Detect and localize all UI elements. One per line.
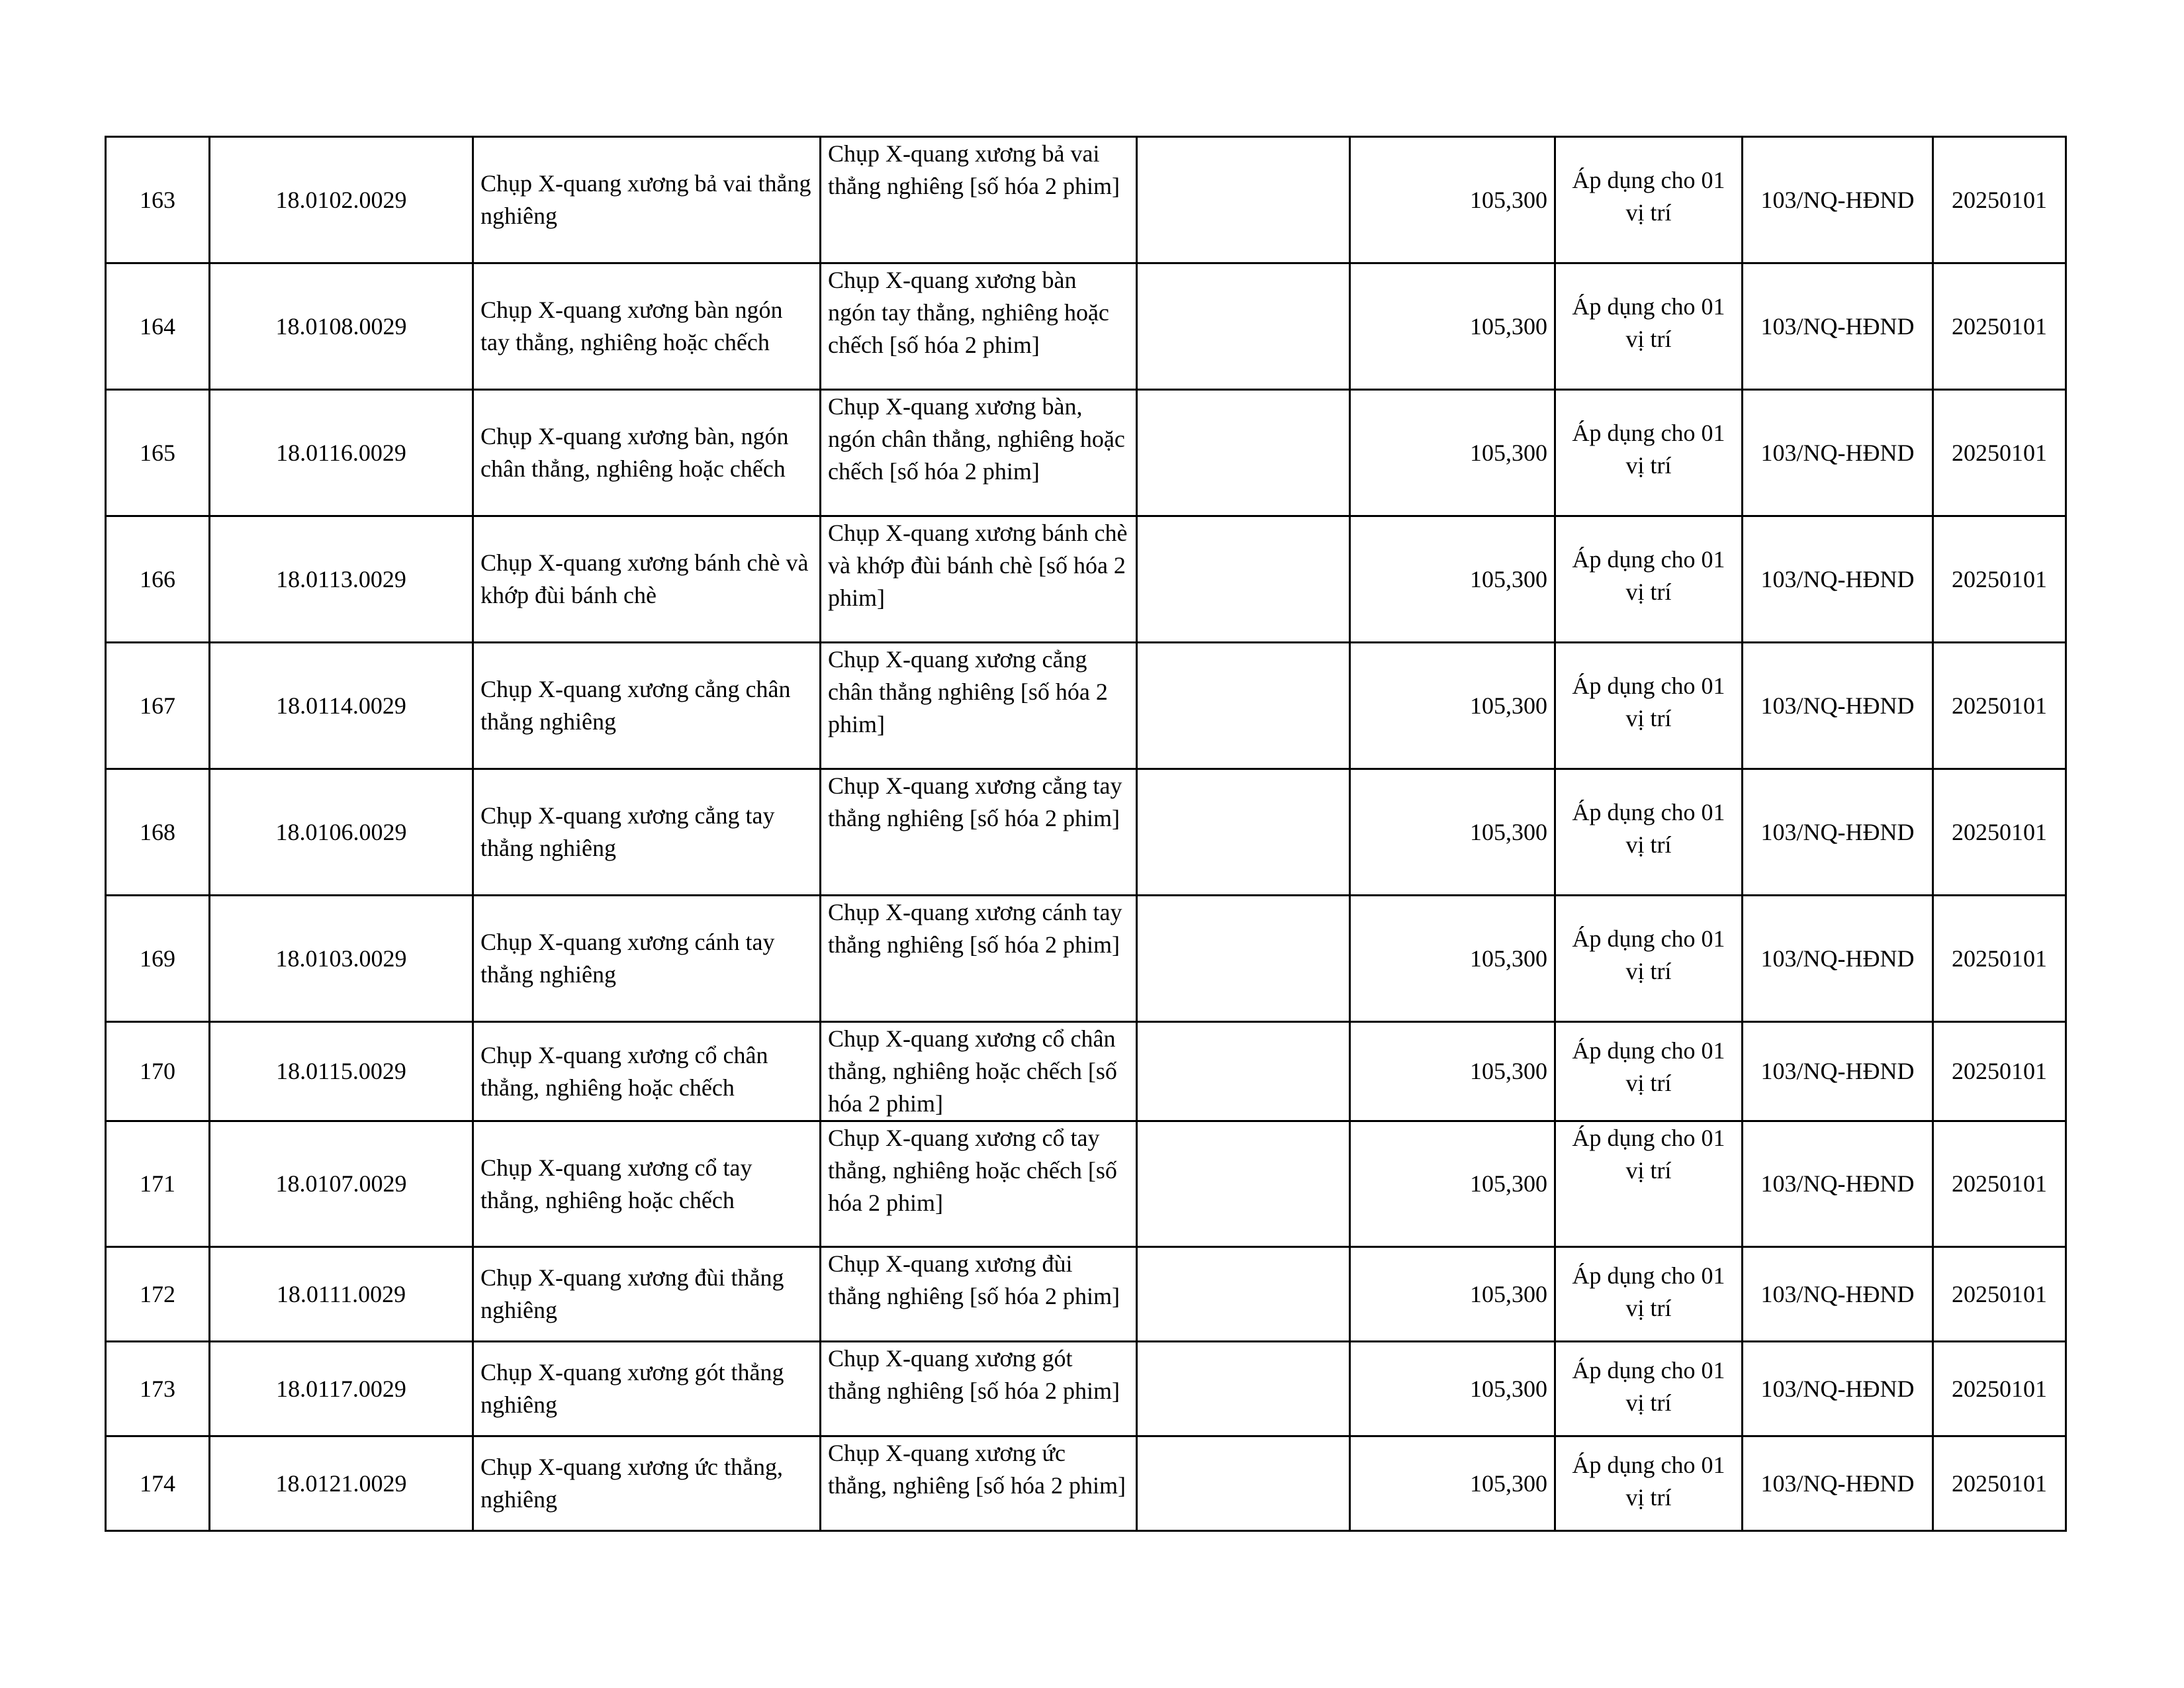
resolution-number: 103/NQ-HĐND: [1743, 1121, 1933, 1247]
service-code: 18.0116.0029: [210, 390, 473, 516]
resolution-number: 103/NQ-HĐND: [1743, 1342, 1933, 1436]
row-number: 170: [106, 1022, 210, 1121]
service-name-full: Chụp X-quang xương bàn ngón tay thẳng, nghiêng hoặc chếch [số hóa 2 phim]: [821, 263, 1137, 390]
note: Áp dụng cho 01 vị trí: [1555, 1342, 1743, 1436]
empty-cell: [1137, 643, 1350, 769]
table-row: [106, 643, 2066, 769]
note: Áp dụng cho 01 vị trí: [1555, 1121, 1743, 1247]
service-name-full: Chụp X-quang xương cánh tay thẳng nghiêng [số hóa 2 phim]: [821, 896, 1137, 1022]
price: 105,300: [1350, 1022, 1555, 1121]
empty-cell: [1137, 1022, 1350, 1121]
price: 105,300: [1350, 390, 1555, 516]
empty-cell: [1137, 896, 1350, 1022]
empty-cell: [1137, 516, 1350, 643]
service-name-full: Chụp X-quang xương gót thẳng nghiêng [số hóa 2 phim]: [821, 1342, 1137, 1436]
service-name-full: Chụp X-quang xương bàn, ngón chân thẳng, nghiêng hoặc chếch [số hóa 2 phim]: [821, 390, 1137, 516]
service-name-full: Chụp X-quang xương cẳng tay thẳng nghiêng [số hóa 2 phim]: [821, 769, 1137, 896]
service-code: 18.0121.0029: [210, 1436, 473, 1531]
row-number: 174: [106, 1436, 210, 1531]
note: Áp dụng cho 01 vị trí: [1555, 1022, 1743, 1121]
resolution-number: 103/NQ-HĐND: [1743, 1436, 1933, 1531]
service-code: 18.0117.0029: [210, 1342, 473, 1436]
service-code: 18.0103.0029: [210, 896, 473, 1022]
note: Áp dụng cho 01 vị trí: [1555, 1247, 1743, 1342]
row-number: 163: [106, 137, 210, 263]
service-name-full: Chụp X-quang xương bả vai thẳng nghiêng [số hóa 2 phim]: [821, 137, 1137, 263]
service-name-full: Chụp X-quang xương ức thẳng, nghiêng [số hóa 2 phim]: [821, 1436, 1137, 1531]
empty-cell: [1137, 1247, 1350, 1342]
service-code: 18.0111.0029: [210, 1247, 473, 1342]
service-code: 18.0102.0029: [210, 137, 473, 263]
service-code: 18.0108.0029: [210, 263, 473, 390]
effective-date: 20250101: [1933, 1342, 2066, 1436]
table-row: [106, 1022, 2066, 1121]
table-row: [106, 137, 2066, 263]
resolution-number: 103/NQ-HĐND: [1743, 643, 1933, 769]
service-name: Chụp X-quang xương cẳng tay thẳng nghiêng: [473, 769, 821, 896]
note: Áp dụng cho 01 vị trí: [1555, 643, 1743, 769]
row-number: 172: [106, 1247, 210, 1342]
effective-date: 20250101: [1933, 1436, 2066, 1531]
service-name: Chụp X-quang xương bàn ngón tay thẳng, nghiêng hoặc chếch: [473, 263, 821, 390]
note: Áp dụng cho 01 vị trí: [1555, 1436, 1743, 1531]
price: 105,300: [1350, 516, 1555, 643]
empty-cell: [1137, 769, 1350, 896]
price: 105,300: [1350, 769, 1555, 896]
note: Áp dụng cho 01 vị trí: [1555, 263, 1743, 390]
service-name-full: Chụp X-quang xương đùi thẳng nghiêng [số hóa 2 phim]: [821, 1247, 1137, 1342]
effective-date: 20250101: [1933, 516, 2066, 643]
table-row: [106, 516, 2066, 643]
table-row: [106, 1121, 2066, 1247]
price: 105,300: [1350, 896, 1555, 1022]
resolution-number: 103/NQ-HĐND: [1743, 137, 1933, 263]
service-name: Chụp X-quang xương ức thẳng, nghiêng: [473, 1436, 821, 1531]
service-name: Chụp X-quang xương đùi thẳng nghiêng: [473, 1247, 821, 1342]
service-name-full: Chụp X-quang xương bánh chè và khớp đùi bánh chè [số hóa 2 phim]: [821, 516, 1137, 643]
service-code: 18.0114.0029: [210, 643, 473, 769]
table-row: [106, 390, 2066, 516]
price: 105,300: [1350, 263, 1555, 390]
effective-date: 20250101: [1933, 1247, 2066, 1342]
resolution-number: 103/NQ-HĐND: [1743, 1247, 1933, 1342]
service-code: 18.0113.0029: [210, 516, 473, 643]
table-row: [106, 1247, 2066, 1342]
empty-cell: [1137, 1121, 1350, 1247]
row-number: 171: [106, 1121, 210, 1247]
table-row: [106, 1436, 2066, 1531]
note: Áp dụng cho 01 vị trí: [1555, 896, 1743, 1022]
empty-cell: [1137, 1436, 1350, 1531]
table-row: [106, 263, 2066, 390]
effective-date: 20250101: [1933, 1022, 2066, 1121]
price: 105,300: [1350, 1436, 1555, 1531]
resolution-number: 103/NQ-HĐND: [1743, 896, 1933, 1022]
resolution-number: 103/NQ-HĐND: [1743, 769, 1933, 896]
service-price-table: [105, 136, 2067, 1532]
effective-date: 20250101: [1933, 390, 2066, 516]
service-name: Chụp X-quang xương cẳng chân thẳng nghiêng: [473, 643, 821, 769]
effective-date: 20250101: [1933, 1121, 2066, 1247]
empty-cell: [1137, 1342, 1350, 1436]
row-number: 165: [106, 390, 210, 516]
effective-date: 20250101: [1933, 643, 2066, 769]
table-row: [106, 1342, 2066, 1436]
row-number: 166: [106, 516, 210, 643]
empty-cell: [1137, 390, 1350, 516]
resolution-number: 103/NQ-HĐND: [1743, 263, 1933, 390]
price: 105,300: [1350, 643, 1555, 769]
price: 105,300: [1350, 137, 1555, 263]
service-code: 18.0115.0029: [210, 1022, 473, 1121]
note: Áp dụng cho 01 vị trí: [1555, 390, 1743, 516]
service-code: 18.0106.0029: [210, 769, 473, 896]
note: Áp dụng cho 01 vị trí: [1555, 137, 1743, 263]
effective-date: 20250101: [1933, 896, 2066, 1022]
price: 105,300: [1350, 1247, 1555, 1342]
service-name: Chụp X-quang xương cổ chân thẳng, nghiêng hoặc chếch: [473, 1022, 821, 1121]
row-number: 168: [106, 769, 210, 896]
table-row: [106, 769, 2066, 896]
row-number: 167: [106, 643, 210, 769]
service-name-full: Chụp X-quang xương cổ chân thẳng, nghiêng hoặc chếch [số hóa 2 phim]: [821, 1022, 1137, 1121]
note: Áp dụng cho 01 vị trí: [1555, 516, 1743, 643]
effective-date: 20250101: [1933, 769, 2066, 896]
service-name: Chụp X-quang xương bánh chè và khớp đùi bánh chè: [473, 516, 821, 643]
service-name-full: Chụp X-quang xương cổ tay thẳng, nghiêng hoặc chếch [số hóa 2 phim]: [821, 1121, 1137, 1247]
effective-date: 20250101: [1933, 263, 2066, 390]
resolution-number: 103/NQ-HĐND: [1743, 1022, 1933, 1121]
table-row: [106, 896, 2066, 1022]
resolution-number: 103/NQ-HĐND: [1743, 390, 1933, 516]
row-number: 169: [106, 896, 210, 1022]
service-name: Chụp X-quang xương gót thẳng nghiêng: [473, 1342, 821, 1436]
service-name: Chụp X-quang xương bàn, ngón chân thẳng, nghiêng hoặc chếch: [473, 390, 821, 516]
row-number: 173: [106, 1342, 210, 1436]
row-number: 164: [106, 263, 210, 390]
note: Áp dụng cho 01 vị trí: [1555, 769, 1743, 896]
empty-cell: [1137, 137, 1350, 263]
service-name: Chụp X-quang xương bả vai thẳng nghiêng: [473, 137, 821, 263]
empty-cell: [1137, 263, 1350, 390]
price: 105,300: [1350, 1342, 1555, 1436]
resolution-number: 103/NQ-HĐND: [1743, 516, 1933, 643]
effective-date: 20250101: [1933, 137, 2066, 263]
service-name: Chụp X-quang xương cổ tay thẳng, nghiêng hoặc chếch: [473, 1121, 821, 1247]
service-name: Chụp X-quang xương cánh tay thẳng nghiêng: [473, 896, 821, 1022]
price: 105,300: [1350, 1121, 1555, 1247]
service-code: 18.0107.0029: [210, 1121, 473, 1247]
service-name-full: Chụp X-quang xương cẳng chân thẳng nghiêng [số hóa 2 phim]: [821, 643, 1137, 769]
